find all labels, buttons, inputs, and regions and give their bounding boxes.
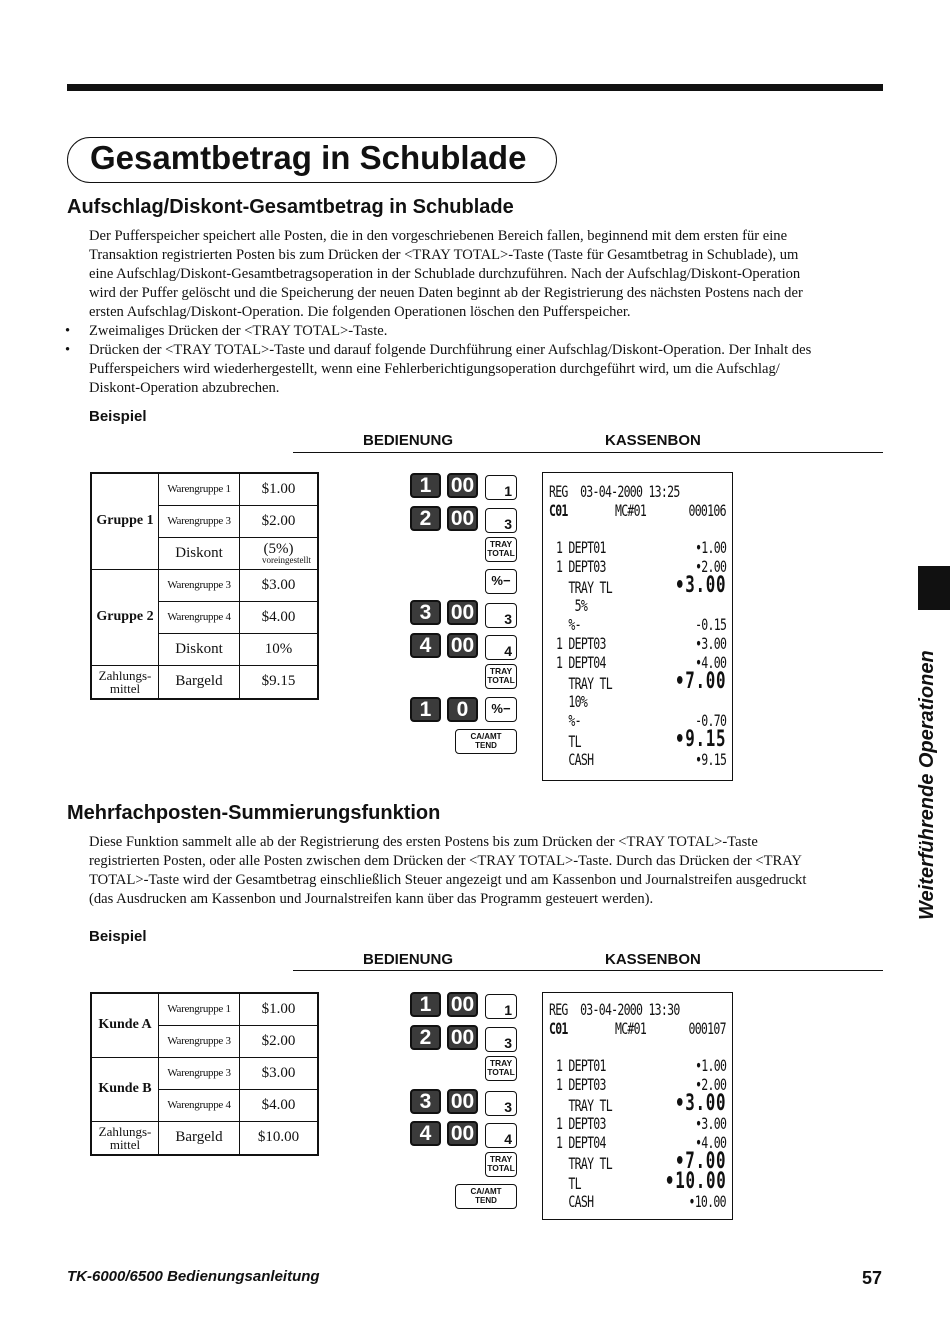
page-number: 57 xyxy=(861,1268,882,1288)
row-value: 10% xyxy=(240,633,319,665)
receipt-line-label: 10% xyxy=(556,692,588,711)
paragraph-line: TOTAL>-Taste wird der Gesamtbetrag einschließlich Steuer angezeigt und am Kassenbon und Journalstreifen ausgedruckt xyxy=(89,872,807,888)
paragraph-line: wird der Puffer gelöscht und die Speicherung der neuen Daten beginnt ab der Registrierung des nächsten Postens nach der xyxy=(89,285,803,301)
chapter-side-label: Weiterführende Operationen xyxy=(916,650,938,920)
key-00: 00 xyxy=(447,1025,478,1050)
receipt-line-amount: •4.00 xyxy=(694,1133,726,1152)
receipt-clerk: C01 xyxy=(549,1019,568,1038)
group-label: Gruppe 2 xyxy=(91,569,159,665)
receipt-line-label: CASH xyxy=(556,1192,594,1211)
row-value: $1.00 xyxy=(240,993,319,1025)
receipt-line-amount: •7.00 xyxy=(674,669,726,694)
column-header-bedienung: BEDIENUNG xyxy=(363,432,454,449)
row-label: Warengruppe 4 xyxy=(159,1089,240,1121)
paragraph-line: (das Ausdrucken am Kassenbon und Journalstreifen kann über das Programm gesteuert werden). xyxy=(89,891,654,907)
column-header-bedienung: BEDIENUNG xyxy=(363,951,454,968)
example-label: Beispiel xyxy=(89,408,147,425)
dept-key-1: 1 xyxy=(485,994,517,1019)
key-label: TRAY xyxy=(489,666,513,676)
receipt-line-label: CASH xyxy=(556,750,594,769)
paragraph-line: registrierten Posten, oder alle Posten zwischen dem Drücken der <TRAY TOTAL>-Taste. Durch das Drücken der <TRAY xyxy=(89,853,802,869)
key-label: CA/AMT xyxy=(470,1187,502,1196)
paragraph-line: eine Aufschlag/Diskont-Gesamtbetragsoperation in der Schublade durchzuführen. Nach der Aufschlag/Diskont-Operation xyxy=(89,266,801,282)
row-value: $1.00 xyxy=(240,473,319,505)
receipt-number: 000107 xyxy=(688,1019,726,1038)
key-label: TOTAL xyxy=(487,675,515,685)
key-2: 2 xyxy=(410,1025,441,1050)
payment-label-line: Zahlungs- xyxy=(98,667,152,683)
key-00: 00 xyxy=(447,1121,478,1146)
percent-key: %− xyxy=(485,569,517,594)
receipt-number: 000106 xyxy=(688,501,726,520)
tray-total-key xyxy=(485,1152,517,1177)
row-label: Warengruppe 1 xyxy=(159,473,240,505)
dept-key-1: 1 xyxy=(485,475,517,500)
receipt-clerk: C01 xyxy=(549,501,568,520)
section2-heading: Mehrfachposten-Summierungsfunktion xyxy=(67,802,441,824)
key-label: TRAY xyxy=(489,539,513,549)
receipt-line-amount: •2.00 xyxy=(694,557,726,576)
key-label: TRAY xyxy=(489,1154,513,1164)
receipt-line-amount: •3.00 xyxy=(694,634,726,653)
key-00: 00 xyxy=(447,506,478,531)
bullet-dot: • xyxy=(65,323,71,339)
receipt-line-label: 1 DEPT03 xyxy=(556,557,606,576)
dept-key-4: 4 xyxy=(485,1123,517,1148)
payment-label xyxy=(91,1121,159,1155)
row-note: voreingestellt xyxy=(262,554,311,565)
tray-total-key xyxy=(485,664,517,689)
row-value: $4.00 xyxy=(240,1089,319,1121)
receipt-line-label: TRAY TL xyxy=(556,674,612,693)
row-value: $3.00 xyxy=(240,1057,319,1089)
receipt-line-label: TRAY TL xyxy=(556,578,612,597)
key-label: TRAY xyxy=(489,1058,513,1068)
key-label: TEND xyxy=(475,741,497,750)
percent-key: %− xyxy=(485,697,517,722)
key-3: 3 xyxy=(410,1089,441,1114)
key-00: 00 xyxy=(447,600,478,625)
key-label: TEND xyxy=(475,1196,497,1205)
key-00: 00 xyxy=(447,473,478,498)
cash-amt-tend-key xyxy=(455,729,517,754)
receipt-line-label: TRAY TL xyxy=(556,1154,612,1173)
row-label: Diskont xyxy=(159,537,240,569)
receipt-line-amount: •10.00 xyxy=(664,1169,726,1194)
chapter-tab-marker xyxy=(918,566,950,610)
tray-total-key xyxy=(485,1056,517,1081)
receipt-machine: MC#01 xyxy=(615,1019,647,1038)
row-value: $9.15 xyxy=(240,665,319,699)
section1-paragraph xyxy=(89,227,889,322)
receipt-line-amount: •4.00 xyxy=(694,653,726,672)
section1-heading: Aufschlag/Diskont-Gesamtbetrag in Schublade xyxy=(67,196,514,218)
payment-label-line: Zahlungs- xyxy=(98,1123,152,1139)
receipt-line-label: 5% xyxy=(556,596,588,615)
row-label: Warengruppe 3 xyxy=(159,505,240,537)
payment-label-line: mittel xyxy=(109,680,141,696)
receipt-line-amount: •3.00 xyxy=(694,1114,726,1133)
key-label: TOTAL xyxy=(487,1067,515,1077)
payment-label xyxy=(91,665,159,699)
row-value: $10.00 xyxy=(240,1121,319,1155)
bullet-item xyxy=(65,341,889,398)
bullet-text: Drücken der <TRAY TOTAL>-Taste und darauf folgende Durchführung einer Aufschlag/Diskont-Operation. Der Inhalt des xyxy=(89,342,812,358)
key-label: CA/AMT xyxy=(470,732,502,741)
receipt-line-label: 1 DEPT03 xyxy=(556,1114,606,1133)
receipt-line-amount: -0.15 xyxy=(694,615,726,634)
tray-total-key xyxy=(485,537,517,562)
row-label: Warengruppe 3 xyxy=(159,569,240,601)
manual-title: TK-6000/6500 Bedienungsanleitung xyxy=(67,1268,320,1285)
paragraph-line: ersten Aufschlag/Diskont-Operation. Die folgenden Operationen löschen den Pufferspeicher. xyxy=(89,304,631,320)
receipt-line-label: %- xyxy=(556,711,581,730)
receipt-2 xyxy=(542,992,733,1220)
receipt-line-amount: •9.15 xyxy=(674,727,726,752)
row-value: (5%) xyxy=(263,540,294,557)
dept-key-3: 3 xyxy=(485,1027,517,1052)
row-value: $2.00 xyxy=(240,1025,319,1057)
dept-key-3: 3 xyxy=(485,603,517,628)
bullet-dot: • xyxy=(65,342,71,358)
row-value: $3.00 xyxy=(240,569,319,601)
receipt-line-amount: •7.00 xyxy=(674,1149,726,1174)
key-label: TOTAL xyxy=(487,548,515,558)
receipt-line-label: %- xyxy=(556,615,581,634)
cash-amt-tend-key xyxy=(455,1184,517,1209)
row-label: Bargeld xyxy=(159,1121,240,1155)
receipt-line-amount: •3.00 xyxy=(674,1091,726,1116)
key-2: 2 xyxy=(410,506,441,531)
receipt-line-label: 1 DEPT04 xyxy=(556,1133,606,1152)
page-title: Gesamtbetrag in Schublade xyxy=(90,139,527,176)
receipt-line-label: TL xyxy=(556,1174,581,1193)
key-4: 4 xyxy=(410,1121,441,1146)
receipt-line-label: TRAY TL xyxy=(556,1096,612,1115)
column-rule xyxy=(293,970,883,971)
example-table-2 xyxy=(90,992,319,1156)
dept-key-4: 4 xyxy=(485,635,517,660)
payment-label-line: mittel xyxy=(109,1136,141,1152)
row-label: Diskont xyxy=(159,633,240,665)
receipt-line-label: 1 DEPT03 xyxy=(556,634,606,653)
key-3: 3 xyxy=(410,600,441,625)
receipt-line-label: TL xyxy=(556,732,581,751)
customer-label: Kunde A xyxy=(91,993,159,1057)
customer-label: Kunde B xyxy=(91,1057,159,1121)
key-0: 0 xyxy=(447,697,478,722)
bullet-text: Zweimaliges Drücken der <TRAY TOTAL>-Taste. xyxy=(89,323,388,339)
row-label: Warengruppe 1 xyxy=(159,993,240,1025)
paragraph-line: Der Pufferspeicher speichert alle Posten, die in den vorgeschriebenen Bereich fallen, beginnend mit dem ersten für eine xyxy=(89,228,788,244)
receipt-line-amount: •2.00 xyxy=(694,1075,726,1094)
receipt-line-label: 1 DEPT03 xyxy=(556,1075,606,1094)
row-label: Bargeld xyxy=(159,665,240,699)
dept-key-3: 3 xyxy=(485,508,517,533)
bullet-text: Pufferspeichers wird wiederhergestellt, wenn eine Fehlerberichtigungsoperation durchgeführt wird, um die Aufschlag/ xyxy=(89,361,780,377)
receipt-line-amount: •10.00 xyxy=(688,1192,726,1211)
group-label: Gruppe 1 xyxy=(91,473,159,569)
receipt-line-amount: •1.00 xyxy=(694,538,726,557)
key-1: 1 xyxy=(410,992,441,1017)
key-00: 00 xyxy=(447,633,478,658)
receipt-machine: MC#01 xyxy=(615,501,647,520)
receipt-line-label: 1 DEPT01 xyxy=(556,538,606,557)
key-4: 4 xyxy=(410,633,441,658)
section2-paragraph xyxy=(89,833,889,909)
receipt-line-label: 1 DEPT04 xyxy=(556,653,606,672)
row-label: Warengruppe 3 xyxy=(159,1057,240,1089)
key-00: 00 xyxy=(447,992,478,1017)
row-value: $2.00 xyxy=(240,505,319,537)
receipt-line-amount: •9.15 xyxy=(694,750,726,769)
key-1: 1 xyxy=(410,473,441,498)
receipt-line-amount: -0.70 xyxy=(694,711,726,730)
row-value-cell xyxy=(240,537,319,569)
column-header-kassenbon: KASSENBON xyxy=(605,951,701,968)
receipt-line-label: 1 DEPT01 xyxy=(556,1056,606,1075)
receipt-header: REG 03-04-2000 13:30 xyxy=(549,1000,680,1019)
receipt-line-amount: •1.00 xyxy=(694,1056,726,1075)
paragraph-line: Diese Funktion sammelt alle ab der Registrierung des ersten Postens bis zum Drücken der <TRAY TOTAL>-Taste xyxy=(89,834,758,850)
bullet-text: Diskont-Operation abzubrechen. xyxy=(89,380,280,396)
key-00: 00 xyxy=(447,1089,478,1114)
receipt-header: REG 03-04-2000 13:25 xyxy=(549,482,680,501)
row-label: Warengruppe 3 xyxy=(159,1025,240,1057)
dept-key-3: 3 xyxy=(485,1091,517,1116)
column-rule xyxy=(293,452,883,453)
key-label: TOTAL xyxy=(487,1163,515,1173)
row-value: $4.00 xyxy=(240,601,319,633)
paragraph-line: Transaktion registrierten Posten bis zum Drücken der <TRAY TOTAL>-Taste (Taste für Gesamtbetrag in Schublade), um xyxy=(89,247,799,263)
row-label: Warengruppe 4 xyxy=(159,601,240,633)
example-table-1 xyxy=(90,472,319,700)
receipt-1 xyxy=(542,472,733,781)
column-header-kassenbon: KASSENBON xyxy=(605,432,701,449)
top-rule xyxy=(67,84,883,91)
bullet-item xyxy=(65,322,889,341)
key-1: 1 xyxy=(410,697,441,722)
example-label: Beispiel xyxy=(89,928,147,945)
receipt-line-amount: •3.00 xyxy=(674,573,726,598)
